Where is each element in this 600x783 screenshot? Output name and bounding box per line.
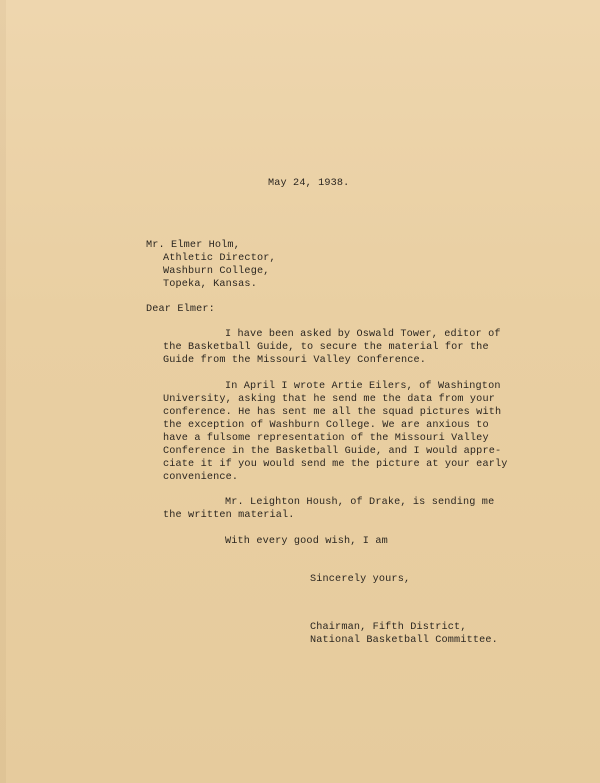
address-line-4: Topeka, Kansas. xyxy=(163,279,257,290)
paragraph-1-line-3: Guide from the Missouri Valley Conference. xyxy=(163,355,427,366)
paragraph-2-line-6: Conference in the Basketball Guide, and I would appre- xyxy=(163,446,502,457)
paragraph-1-line-1: I have been asked by Oswald Tower, editor of xyxy=(225,329,501,340)
paragraph-2-line-2: University, asking that he send me the data from your xyxy=(163,394,495,405)
address-line-2: Athletic Director, xyxy=(163,253,276,264)
paragraph-1-line-2: the Basketball Guide, to secure the material for the xyxy=(163,342,489,353)
closing: Sincerely yours, xyxy=(310,574,411,585)
address-line-1: Mr. Elmer Holm, xyxy=(146,240,240,251)
page-edge-shadow xyxy=(0,0,6,783)
paragraph-2-line-3: conference. He has sent me all the squad pictures with xyxy=(163,407,502,418)
signature-line-2: National Basketball Committee. xyxy=(310,635,498,646)
salutation: Dear Elmer: xyxy=(146,304,215,315)
paragraph-3-line-2: the written material. xyxy=(163,510,295,521)
paragraph-2-line-1: In April I wrote Artie Eilers, of Washington xyxy=(225,381,501,392)
address-line-3: Washburn College, xyxy=(163,266,270,277)
paragraph-2-line-8: convenience. xyxy=(163,472,239,483)
letter-date: May 24, 1938. xyxy=(268,178,350,189)
paragraph-2-line-5: have a fulsome representation of the Missouri Valley xyxy=(163,433,489,444)
paragraph-3-line-1: Mr. Leighton Housh, of Drake, is sending me xyxy=(225,497,495,508)
signature-line-1: Chairman, Fifth District, xyxy=(310,622,467,633)
paragraph-2-line-7: ciate it if you would send me the picture at your early xyxy=(163,459,508,470)
paragraph-2-line-4: the exception of Washburn College. We are anxious to xyxy=(163,420,489,431)
paragraph-4-line-1: With every good wish, I am xyxy=(225,536,388,547)
